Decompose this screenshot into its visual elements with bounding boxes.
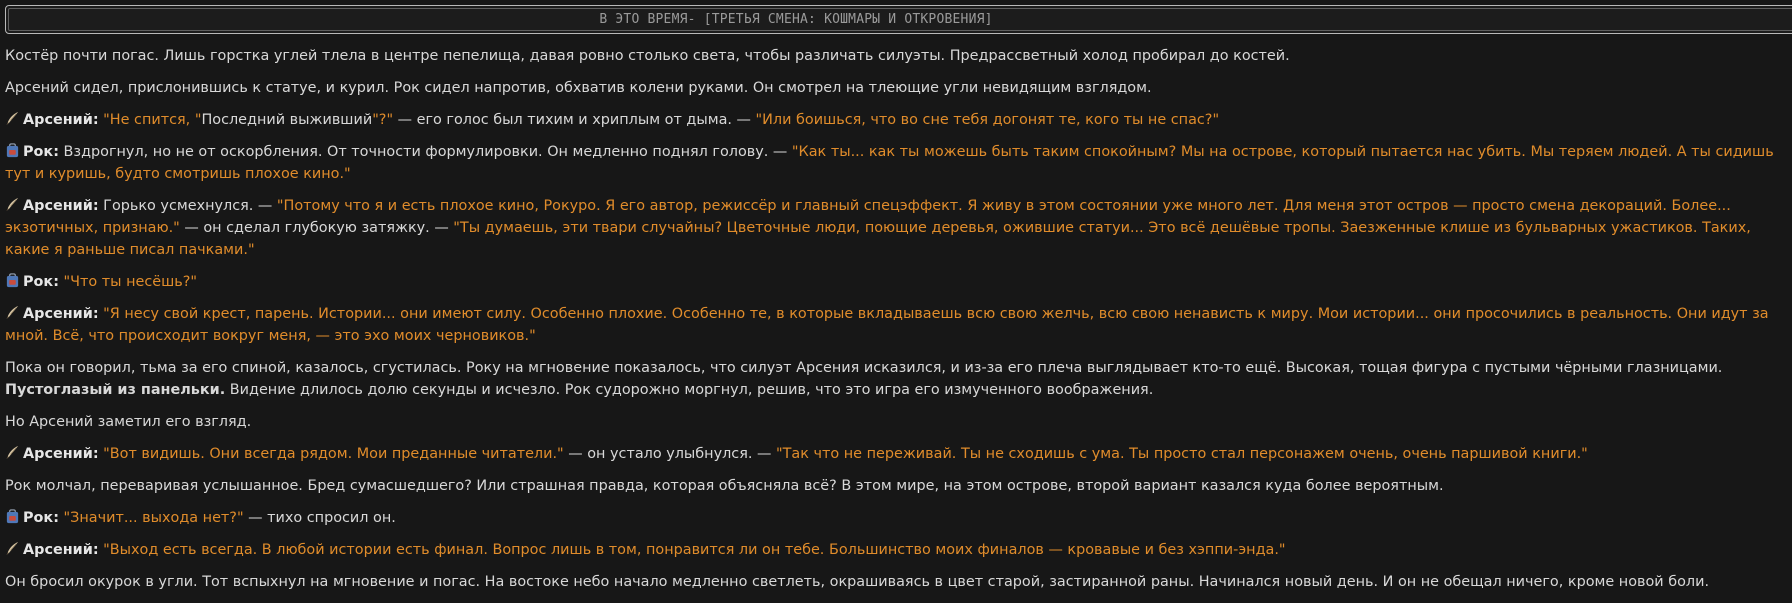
emphasized-text: Пустоглазый из панельки. — [5, 382, 226, 398]
speaker-name: Рок: — [23, 274, 59, 290]
speaker-name: Арсений: — [23, 198, 99, 214]
dialogue-quote: "?" — [372, 112, 394, 128]
dialogue-quote: "Не спится, " — [103, 112, 202, 128]
narration-text: — тихо спросил он. — [243, 510, 396, 526]
narration-text: Арсений сидел, прислонившись к статуе, и курил. Рок сидел напротив, обхватив колени руками. Он смотрел на тлеющие угли невидящим взглядом. — [5, 80, 1152, 96]
quill-pen-icon — [5, 305, 20, 320]
dialogue-line-rok — [5, 141, 1787, 185]
dialogue-quote: "Выход есть всегда. В любой истории есть финал. Вопрос лишь в том, понравится ли он тебе. Большинство моих финалов — кровавые и без хэппи-энда." — [103, 542, 1286, 558]
speaker-name: Рок: — [23, 144, 59, 160]
dialogue-quote: "Вот видишь. Они всегда рядом. Мои преданные читатели." — [103, 446, 564, 462]
narration-text: Рок молчал, переваривая услышанное. Бред сумасшедшего? Или страшная правда, которая объясняла всё? В этом мире, на этом острове, второй вариант казался куда более вероятным. — [5, 478, 1444, 494]
story-content — [5, 45, 1787, 603]
speaker-name: Арсений: — [23, 112, 99, 128]
narration-paragraph — [5, 77, 1787, 99]
dialogue-quote: "Так что не переживай. Ты не сходишь с ума. Ты просто стал персонажем очень, очень паршивой книги." — [775, 446, 1588, 462]
dialogue-line-arseniy — [5, 443, 1787, 465]
narration-text: Пока он говорил, тьма за его спиной, казалось, сгустилась. Року на мгновение показалось, что силуэт Арсения исказился, и из-за его плеча выглядывает кто-то ещё. Высокая, тощая фигура с пустыми чёрными глазницами. — [5, 360, 1723, 376]
narration-text: — его голос был тихим и хриплым от дыма. — — [393, 112, 756, 128]
narration-text: Видение длилось долю секунды и исчезло. Рок судорожно моргнул, решив, что это игра его измученного воображения. — [225, 382, 1154, 398]
speaker-name: Арсений: — [23, 306, 99, 322]
quill-pen-icon — [5, 111, 20, 126]
dialogue-quote: "Значит... выхода нет?" — [63, 510, 244, 526]
dialogue-quote: "Что ты несёшь?" — [63, 274, 198, 290]
dialogue-quote: "Ты думаешь, эти твари случайны? Цветочные люди, поющие деревья, ожившие статуи... Это всё дешёвые тропы. Заезженные клише из бульварных ужастиков. Таких, какие я раньше писал пачками." — [5, 220, 1751, 258]
dialogue-quote: "Или боишься, что во сне тебя догонят те, кого ты не спас?" — [755, 112, 1220, 128]
backpack-icon — [5, 143, 20, 158]
dialogue-line-arseniy — [5, 195, 1787, 261]
narration-paragraph — [5, 357, 1787, 401]
dialogue-line-rok — [5, 507, 1787, 529]
dialogue-quote: "Потому что я и есть плохое кино, Рокуро. Я его автор, режиссёр и главный спецэффект. Я живу в этом состоянии уже много лет. Для меня этот остров — просто смена декораций. Более... экзотичных, признаю." — [5, 198, 1731, 236]
backpack-icon — [5, 273, 20, 288]
narration-text: — он сделал глубокую затяжку. — — [179, 220, 454, 236]
dialogue-line-rok — [5, 271, 1787, 293]
narration-paragraph — [5, 475, 1787, 497]
narration-paragraph — [5, 45, 1787, 67]
quill-pen-icon — [5, 541, 20, 556]
speaker-name: Арсений: — [23, 542, 99, 558]
narration-text: Вздрогнул, но не от оскорбления. От точности формулировки. Он медленно поднял голову. — — [58, 144, 792, 160]
section-header — [5, 5, 1792, 34]
narration-text: Костёр почти погас. Лишь горстка углей тлела в центре пепелища, давая ровно столько света, чтобы различать силуэты. Предрассветный холод пробирал до костей. — [5, 48, 1290, 64]
narration-text: — он устало улыбнулся. — — [563, 446, 776, 462]
dialogue-line-arseniy — [5, 303, 1787, 347]
dialogue-line-arseniy — [5, 539, 1787, 561]
narration-paragraph — [5, 411, 1787, 433]
speaker-name: Арсений: — [23, 446, 99, 462]
narration-paragraph — [5, 571, 1787, 593]
narration-text: Он бросил окурок в угли. Тот вспыхнул на мгновение и погас. На востоке небо начало медленно светлеть, окрашиваясь в цвет старой, застиранной раны. Начинался новый день. И он не обещал ничего, кроме новой боли. — [5, 574, 1710, 590]
dialogue-line-arseniy — [5, 109, 1787, 131]
section-header-title: В ЭТО ВРЕМЯ- [ТРЕТЬЯ СМЕНА: КОШМАРЫ И ОТКРОВЕНИЯ] — [599, 12, 993, 27]
speaker-name: Рок: — [23, 510, 59, 526]
narration-text: Горько усмехнулся. — — [98, 198, 277, 214]
backpack-icon — [5, 509, 20, 524]
dialogue-quote: "Я несу свой крест, парень. Истории... они имеют силу. Особенно плохие. Особенно те, в которые вкладываешь всю свою желчь, всю свою ненависть к миру. Мои истории... они просочились в реальность. Они идут за мной. Всё, что происходит вокруг меня, — это эхо моих черновиков." — [5, 306, 1769, 344]
narration-text: Но Арсений заметил его взгляд. — [5, 414, 252, 430]
quill-pen-icon — [5, 445, 20, 460]
quill-pen-icon — [5, 197, 20, 212]
narration-text: Последний выживший — [201, 112, 373, 128]
dialogue-quote: "Как ты... как ты можешь быть таким спокойным? Мы на острове, который пытается нас убить. Мы теряем людей. А ты сидишь тут и куришь, будто смотришь плохое кино." — [5, 144, 1774, 182]
